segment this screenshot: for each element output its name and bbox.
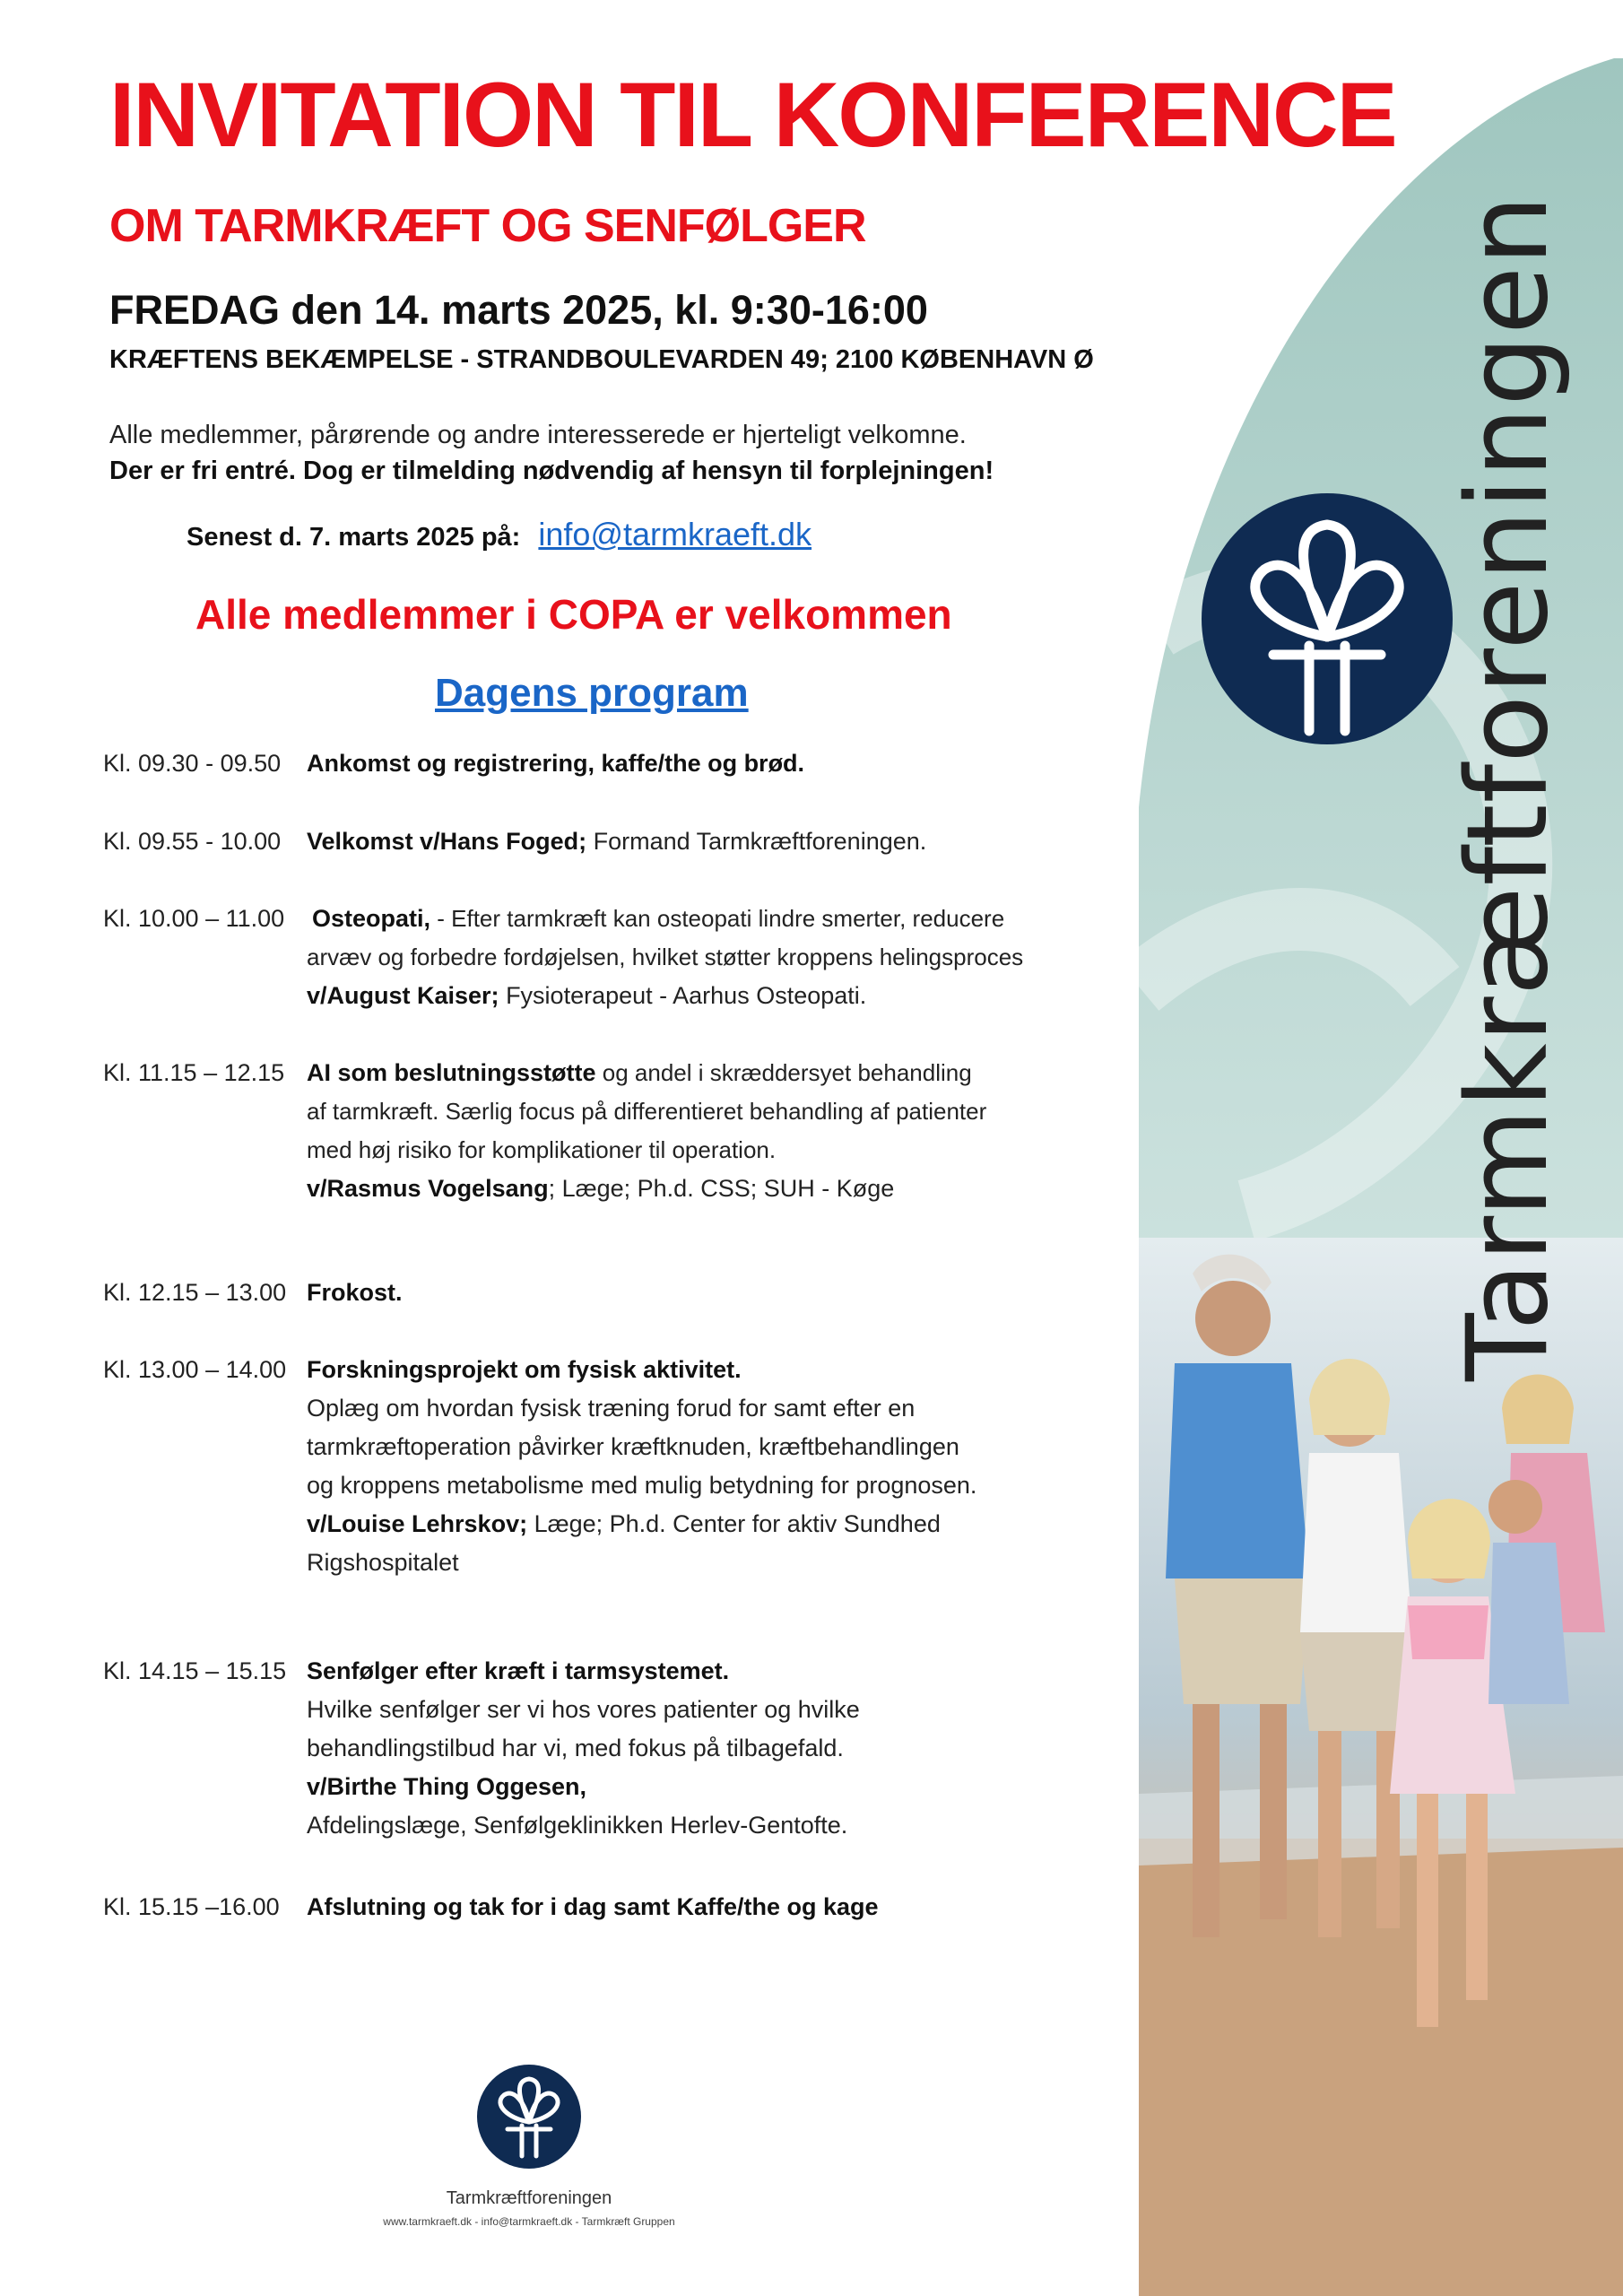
program-speaker: v/Rasmus Vogelsang: [307, 1175, 549, 1202]
email-link[interactable]: info@tarmkraeft.dk: [538, 516, 812, 552]
program-detail: af tarmkræft. Særlig focus på differentieret behandling af patienter: [307, 1098, 987, 1125]
program-detail: Oplæg om hvordan fysisk træning forud for samt efter en: [307, 1395, 916, 1422]
deadline-text: Senest d. 7. marts 2025 på:: [187, 523, 521, 552]
event-address: KRÆFTENS BEKÆMPELSE - STRANDBOULEVARDEN 49; 2100 KØBENHAVN Ø: [109, 345, 1094, 374]
program-detail: Afdelingslæge, Senfølgeklinikken Herlev-Gentofte.: [307, 1812, 848, 1839]
program-speaker-title: Fysioterapeut - Aarhus Osteopati.: [499, 982, 867, 1009]
program-topic: Osteopati,: [312, 905, 431, 932]
program-time: Kl. 09.30 - 09.50: [103, 750, 282, 777]
program-detail: Formand Tarmkræftforeningen.: [586, 828, 927, 855]
program-detail: Hvilke senfølger ser vi hos vores patienter og hvilke: [307, 1696, 860, 1723]
vertical-brand-text: Tarmkræftforeningen: [1444, 194, 1573, 1381]
copa-welcome: Alle medlemmer i COPA er velkommen: [195, 591, 952, 638]
welcome-text: [109, 417, 994, 489]
program-topic: Velkomst v/Hans Foged;: [307, 828, 587, 855]
program-time: Kl. 11.15 – 12.15: [103, 1059, 285, 1086]
program-time: Kl. 10.00 – 11.00: [103, 905, 285, 932]
program-speaker: v/August Kaiser;: [307, 982, 499, 1009]
registration-deadline: [187, 516, 812, 553]
footer-links[interactable]: www.tarmkraeft.dk - info@tarmkraeft.dk - Tarmkræft Gruppen: [383, 2215, 675, 2228]
footer-org-name: Tarmkræftforeningen: [446, 2188, 612, 2208]
page-subtitle: OM TARMKRÆFT OG SENFØLGER: [109, 200, 866, 252]
welcome-line-2: Der er fri entré. Dog er tilmelding nødvendig af hensyn til forplejningen!: [109, 457, 994, 485]
program-topic: Forskningsprojekt om fysisk aktivitet.: [307, 1356, 742, 1383]
program-topic: AI som beslutningsstøtte: [307, 1059, 596, 1086]
program-topic: Afslutning og tak for i dag samt Kaffe/the og kage: [307, 1893, 879, 1920]
program-time: Kl. 12.15 – 13.00: [103, 1279, 287, 1306]
program-speaker-title: ; Læge; Ph.d. CSS; SUH - Køge: [548, 1175, 895, 1202]
program-detail: tarmkræftoperation påvirker kræftknuden, kræftbehandlingen: [307, 1433, 959, 1460]
footer-logo: [475, 2063, 583, 2170]
page-title: INVITATION TIL KONFERENCE: [109, 64, 1396, 166]
program-detail: arvæv og forbedre fordøjelsen, hvilket støtter kroppens helingsproces: [307, 944, 1024, 970]
program-detail: med høj risiko for komplikationer til operation.: [307, 1136, 777, 1163]
program-time: Kl. 09.55 - 10.00: [103, 828, 282, 855]
program-speaker: v/Birthe Thing Oggesen,: [307, 1773, 587, 1800]
program-detail: - Efter tarmkræft kan osteopati lindre smerter, reducere: [430, 905, 1005, 932]
program-topic: Senfølger efter kræft i tarmsystemet.: [307, 1657, 730, 1684]
program-time: Kl. 15.15 –16.00: [103, 1893, 280, 1920]
program-detail: og kroppens metabolisme med mulig betydning for prognosen.: [307, 1472, 977, 1499]
family-photo: [1139, 1238, 1623, 2296]
program-speaker: v/Louise Lehrskov;: [307, 1510, 528, 1537]
program-detail: behandlingstilbud har vi, med fokus på tilbagefald.: [307, 1735, 844, 1761]
program-detail: Rigshospitalet: [307, 1549, 459, 1576]
program-topic: Ankomst og registrering, kaffe/the og brød.: [307, 750, 805, 777]
welcome-line-1: Alle medlemmer, pårørende og andre interesserede er hjerteligt velkomne.: [109, 421, 967, 449]
program-speaker-title: Læge; Ph.d. Center for aktiv Sundhed: [527, 1510, 941, 1537]
program-topic: Frokost.: [307, 1279, 403, 1306]
program-detail: og andel i skræddersyet behandling: [595, 1059, 972, 1086]
program-time: Kl. 13.00 – 14.00: [103, 1356, 287, 1383]
program-time: Kl. 14.15 – 15.15: [103, 1657, 287, 1684]
event-date: FREDAG den 14. marts 2025, kl. 9:30-16:00: [109, 287, 928, 333]
program-title[interactable]: Dagens program: [435, 671, 749, 715]
